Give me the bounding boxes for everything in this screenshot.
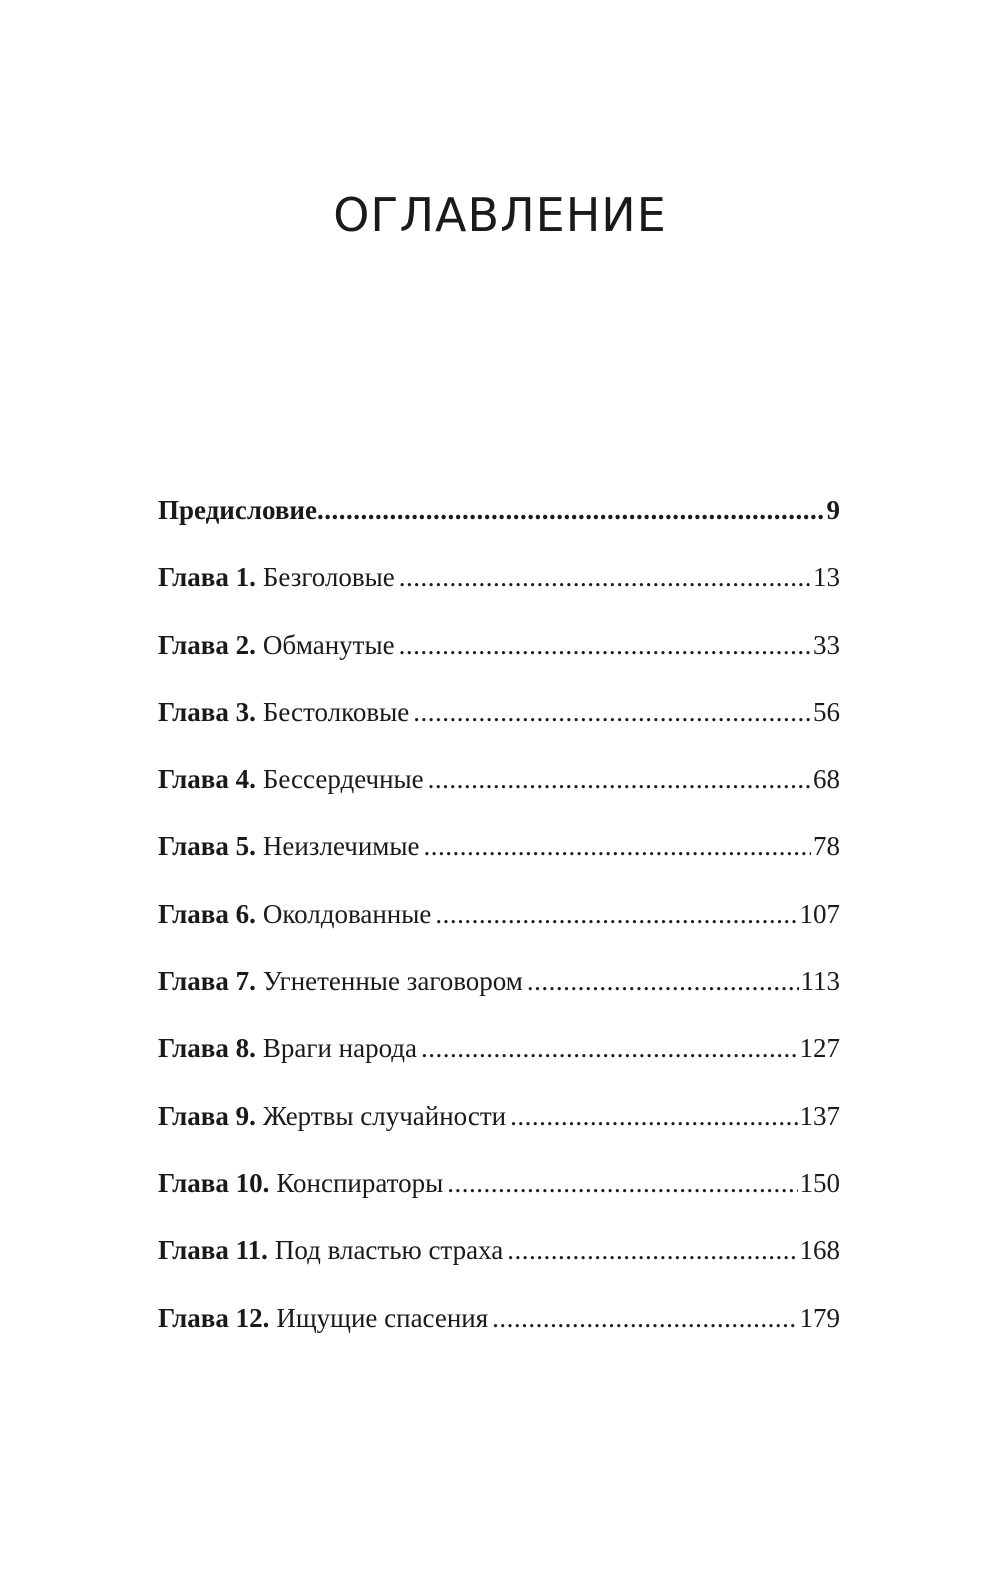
toc-entry-page: 13 (813, 562, 840, 593)
toc-entry-title: Неизлечимые (262, 831, 420, 862)
toc-entry-chapter: Глава 11. (158, 1235, 268, 1266)
toc-entry-chapter: Глава 7. (158, 966, 256, 997)
toc-entry-page: 150 (799, 1167, 840, 1198)
toc-entry-title: Безголовые (262, 562, 395, 593)
toc-entry-chapter: Глава 4. (158, 764, 256, 795)
toc-entry-chapter-12[interactable] (158, 1296, 840, 1363)
toc-entry-chapter: Глава 9. (158, 1100, 256, 1131)
toc-entry-title: Враги народа (262, 1033, 418, 1064)
table-of-contents (158, 488, 840, 1363)
dot-leader (447, 1161, 797, 1205)
dot-leader (492, 1296, 797, 1340)
dot-leader (413, 690, 811, 734)
toc-entry-chapter-5[interactable] (158, 824, 840, 891)
dot-leader (317, 488, 825, 532)
toc-entry-page: 56 (813, 696, 840, 727)
toc-entry-title: Под властью страха (274, 1235, 504, 1266)
dot-leader (510, 1094, 797, 1138)
page-title: ОГЛАВЛЕНИЕ (333, 188, 667, 242)
toc-entry-title: Бессердечные (262, 764, 424, 795)
toc-entry-title: Околдованные (262, 898, 432, 929)
toc-entry-page: 179 (799, 1302, 840, 1333)
toc-entry-page: 9 (826, 495, 840, 525)
toc-entry-page: 127 (799, 1033, 840, 1064)
dot-leader (527, 959, 799, 1003)
dot-leader (435, 892, 797, 936)
dot-leader (421, 1026, 797, 1070)
toc-entry-chapter-9[interactable] (158, 1094, 840, 1161)
toc-entry-chapter: Глава 10. (158, 1167, 270, 1198)
toc-entry-chapter: Глава 1. (158, 562, 256, 593)
toc-entry-title: Конспираторы (276, 1167, 444, 1198)
toc-entry-title: Предисловие (158, 495, 317, 525)
dot-leader (428, 757, 811, 801)
dot-leader (424, 824, 812, 868)
toc-entry-chapter-6[interactable] (158, 892, 840, 959)
toc-entry-chapter-7[interactable] (158, 959, 840, 1026)
toc-entry-page: 33 (813, 629, 840, 660)
toc-entry-title: Ищущие спасения (276, 1302, 489, 1333)
toc-entry-chapter: Глава 8. (158, 1033, 256, 1064)
toc-entry-chapter: Глава 5. (158, 831, 256, 862)
toc-entry-page: 78 (813, 831, 840, 862)
toc-entry-preface[interactable] (158, 488, 840, 555)
toc-entry-chapter: Глава 12. (158, 1302, 270, 1333)
toc-entry-page: 107 (799, 898, 840, 929)
toc-entry-title: Жертвы случайности (262, 1100, 507, 1131)
toc-entry-page: 68 (813, 764, 840, 795)
toc-entry-page: 137 (799, 1100, 840, 1131)
toc-entry-page: 113 (800, 966, 840, 997)
toc-entry-title: Обманутые (262, 629, 395, 660)
toc-entry-chapter-8[interactable] (158, 1026, 840, 1093)
toc-entry-chapter-10[interactable] (158, 1161, 840, 1228)
dot-leader (507, 1228, 797, 1272)
dot-leader (399, 555, 811, 599)
toc-entry-title: Бестолковые (262, 696, 410, 727)
toc-entry-chapter: Глава 6. (158, 898, 256, 929)
toc-entry-title: Угнетенные заговором (262, 966, 523, 997)
toc-entry-chapter-1[interactable] (158, 555, 840, 622)
toc-entry-chapter: Глава 2. (158, 629, 256, 660)
dot-leader (399, 623, 811, 667)
toc-entry-chapter-3[interactable] (158, 690, 840, 757)
toc-entry-chapter: Глава 3. (158, 696, 256, 727)
toc-entry-chapter-2[interactable] (158, 623, 840, 690)
toc-entry-chapter-11[interactable] (158, 1228, 840, 1295)
toc-entry-page: 168 (799, 1235, 840, 1266)
toc-entry-chapter-4[interactable] (158, 757, 840, 824)
